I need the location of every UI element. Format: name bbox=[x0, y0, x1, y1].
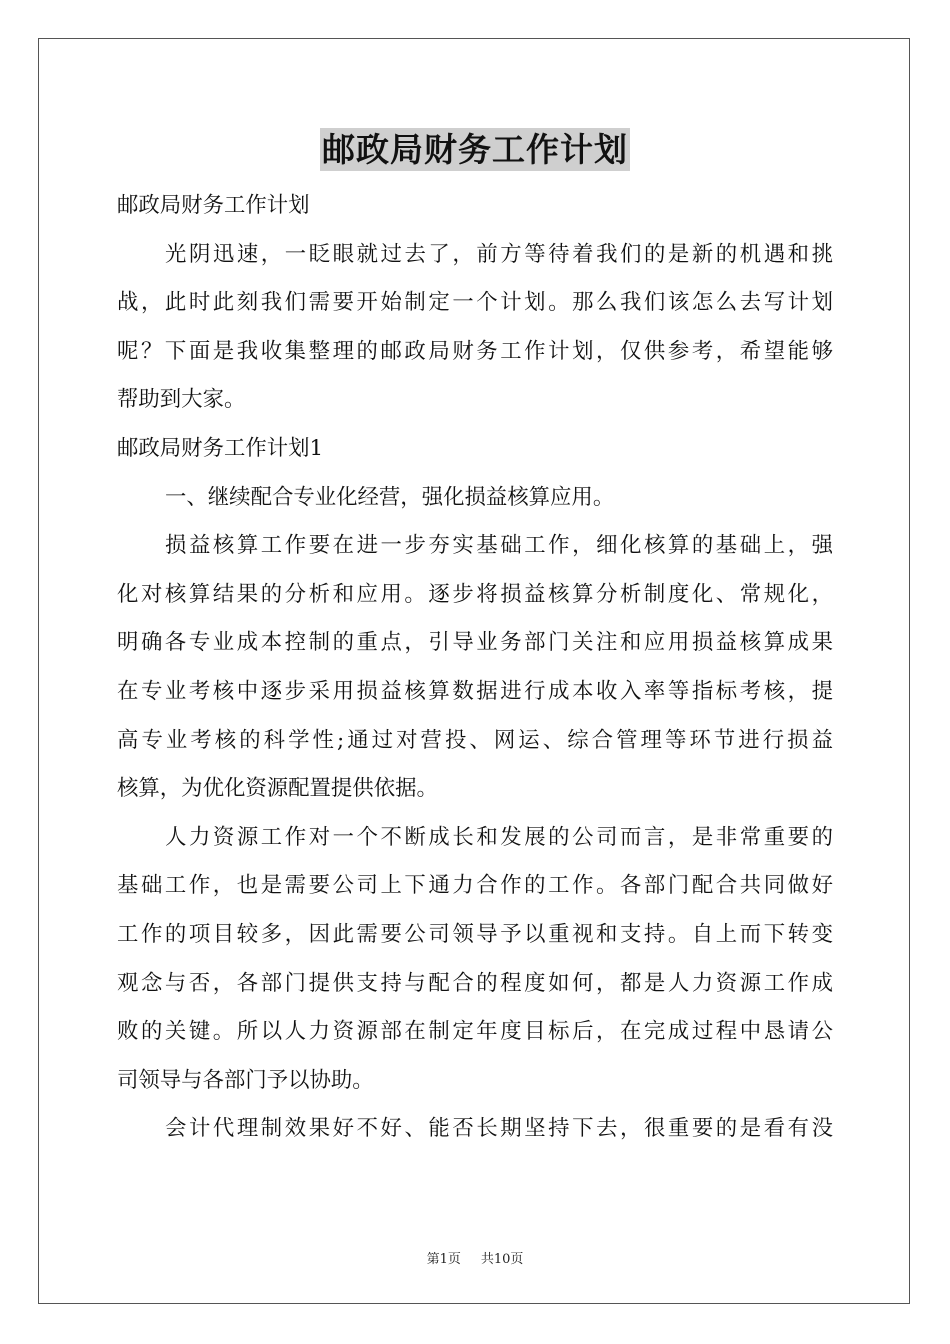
text-line: 基础工作，也是需要公司上下通力合作的工作。各部门配合共同做好 bbox=[117, 873, 833, 899]
page-total: 共10页 bbox=[480, 1252, 524, 1267]
text-line: 败的关键。所以人力资源部在制定年度目标后，在完成过程中恳请公 bbox=[117, 1019, 833, 1045]
text-line: 呢？下面是我收集整理的邮政局财务工作计划，仅供参考，希望能够 bbox=[117, 338, 833, 364]
text-line: 司领导与各部门予以协助。 bbox=[117, 1067, 374, 1093]
text-line: 在专业考核中逐步采用损益核算数据进行成本收入率等指标考核，提 bbox=[117, 678, 833, 704]
page-footer bbox=[0, 1248, 950, 1267]
text-line: 工作的项目较多，因此需要公司领导予以重视和支持。自上而下转变 bbox=[117, 921, 833, 947]
document-title bbox=[0, 124, 950, 171]
text-line: 化对核算结果的分析和应用。逐步将损益核算分析制度化、常规化， bbox=[117, 581, 833, 607]
page-number: 第1页 bbox=[426, 1252, 461, 1267]
text-line: 人力资源工作对一个不断成长和发展的公司而言，是非常重要的 bbox=[165, 824, 833, 850]
text-line: 帮助到大家。 bbox=[117, 387, 246, 413]
text-line: 光阴迅速，一眨眼就过去了，前方等待着我们的是新的机遇和挑 bbox=[165, 241, 833, 267]
text-line: 明确各专业成本控制的重点，引导业务部门关注和应用损益核算成果 bbox=[117, 630, 833, 656]
text-line: 战，此时此刻我们需要开始制定一个计划。那么我们该怎么去写计划 bbox=[117, 290, 833, 316]
text-line: 邮政局财务工作计划 bbox=[117, 193, 310, 218]
document-body bbox=[117, 182, 833, 1154]
text-line: 观念与否，各部门提供支持与配合的程度如何，都是人力资源工作成 bbox=[117, 970, 833, 996]
text-line: 核算，为优化资源配置提供依据。 bbox=[117, 776, 438, 802]
text-line: 邮政局财务工作计划1 bbox=[117, 435, 324, 461]
text-line: 会计代理制效果好不好、能否长期坚持下去，很重要的是看有没 bbox=[165, 1116, 833, 1142]
text-line: 一、继续配合专业化经营，强化损益核算应用。 bbox=[165, 484, 615, 510]
document-title-text: 邮政局财务工作计划 bbox=[322, 130, 628, 169]
text-line: 损益核算工作要在进一步夯实基础工作，细化核算的基础上，强 bbox=[165, 533, 833, 559]
text-line: 高专业考核的科学性;通过对营投、网运、综合管理等环节进行损益 bbox=[117, 727, 833, 753]
